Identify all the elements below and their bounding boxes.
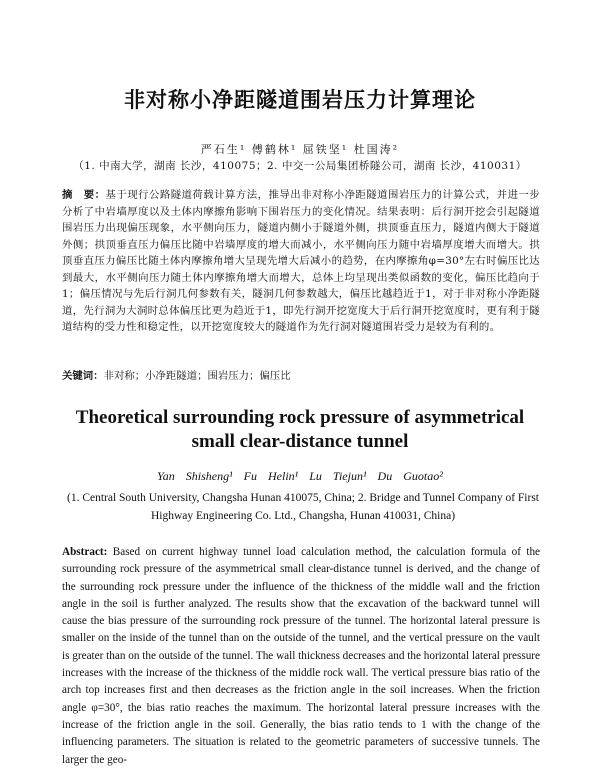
- chinese-affiliation: （1. 中南大学，湖南 长沙，410075；2. 中交一公局集团桥隧公司，湖南 长沙，410031）: [73, 160, 527, 172]
- chinese-authors: 严石生¹ 傅鹤林¹ 屈铁坚¹ 杜国涛²: [200, 143, 400, 156]
- english-abstract-label: Abstract:: [62, 546, 108, 558]
- chinese-keywords-text: 非对称；小净距隧道；围岩压力；偏压比: [103, 370, 291, 382]
- english-affiliation: (1. Central South University, Changsha Hunan 410075, China; 2. Bridge and Tunnel Company of First Highway Engineering Co. Ltd., Changsha, Hunan 410031, China): [66, 492, 539, 522]
- chinese-abstract: [62, 187, 540, 336]
- english-title-line-1: Theoretical surrounding rock pressure of asymmetrical: [75, 407, 525, 428]
- english-abstract: [62, 544, 540, 769]
- english-authors: Yan Shisheng¹ Fu Helin¹ Lu Tiejun¹ Du Guotao²: [157, 469, 443, 483]
- chinese-keywords-label: 关键词：: [62, 370, 104, 382]
- english-title: [0, 406, 600, 454]
- english-title-line-2: small clear-distance tunnel: [191, 431, 409, 452]
- chinese-title: 非对称小净距隧道围岩压力计算理论: [124, 88, 476, 112]
- chinese-keywords: [62, 368, 540, 384]
- chinese-abstract-label: 摘 要：: [62, 189, 106, 201]
- chinese-abstract-text: 基于现行公路隧道荷载计算方法，推导出非对称小净距隧道围岩压力的计算公式，并进一步分析了中岩墙厚度以及土体内摩擦角影响下围岩压力的变化情况。结果表明：后行洞开挖会引起隧道围岩压力出现偏压现象，水平侧向压力，隧道内侧小于隧道外侧，拱顶垂直压力，隧道内侧大于隧道外侧；拱顶垂直压力偏压比随中岩墙厚度的增大而减小，水平侧向压力随中岩墙厚度增大而增大。拱顶垂直压力偏压比随土体内摩擦角增大呈现先增大后减小的趋势，在内摩擦角φ=30°左右时偏压比达到最大，水平侧向压力随土体内摩擦角增大而增大，总体上均呈现出类似函数的变化，偏压比趋向于1；偏压情况与先后行洞几何参数有关，隧洞几何参数越大，偏压比越趋近于1，对于非对称小净距隧道，先行洞为大洞时总体偏压比更为趋近于1，即先行洞开挖宽度大于后行洞开挖宽度时，更有利于隧道结构的受力性和稳定性，以开挖宽度较大的隧道作为先行洞对隧道围岩受力是较为有利的。: [62, 189, 541, 333]
- english-abstract-text: Based on current highway tunnel load calculation method, the calculation formula of the surrounding rock pressure of the asymmetrical small clear-distance tunnel is derived, and the change of the surrounding rock pressure under the influence of the thickness of the middle wall and the friction angle in the soil is further analyzed. The results show that the excavation of the backward tunnel will cause the bias pressure of the surrounding rock pressure of the tunnel. The horizontal lateral pressure is smaller on the inside of the tunnel than on the outside of the tunnel, and the vertical pressure on the vault is greater than on the outside of the tunnel. The wall thickness decreases and the horizontal lateral pressure increases with the increase of the thickness of the middle rock wall. The vertical pressure bias ratio of the arch top increases first and then decreases as the friction angle in the soil increases. When the friction angle φ=30°, the bias ratio reaches the maximum. The horizontal lateral pressure increases with the increase of the friction angle in the soil. Generally, the bias ratio tends to 1 with the change of the influencing parameters. The situation is related to the geometric parameters of successive tunnels. The larger the geo-: [62, 546, 541, 766]
